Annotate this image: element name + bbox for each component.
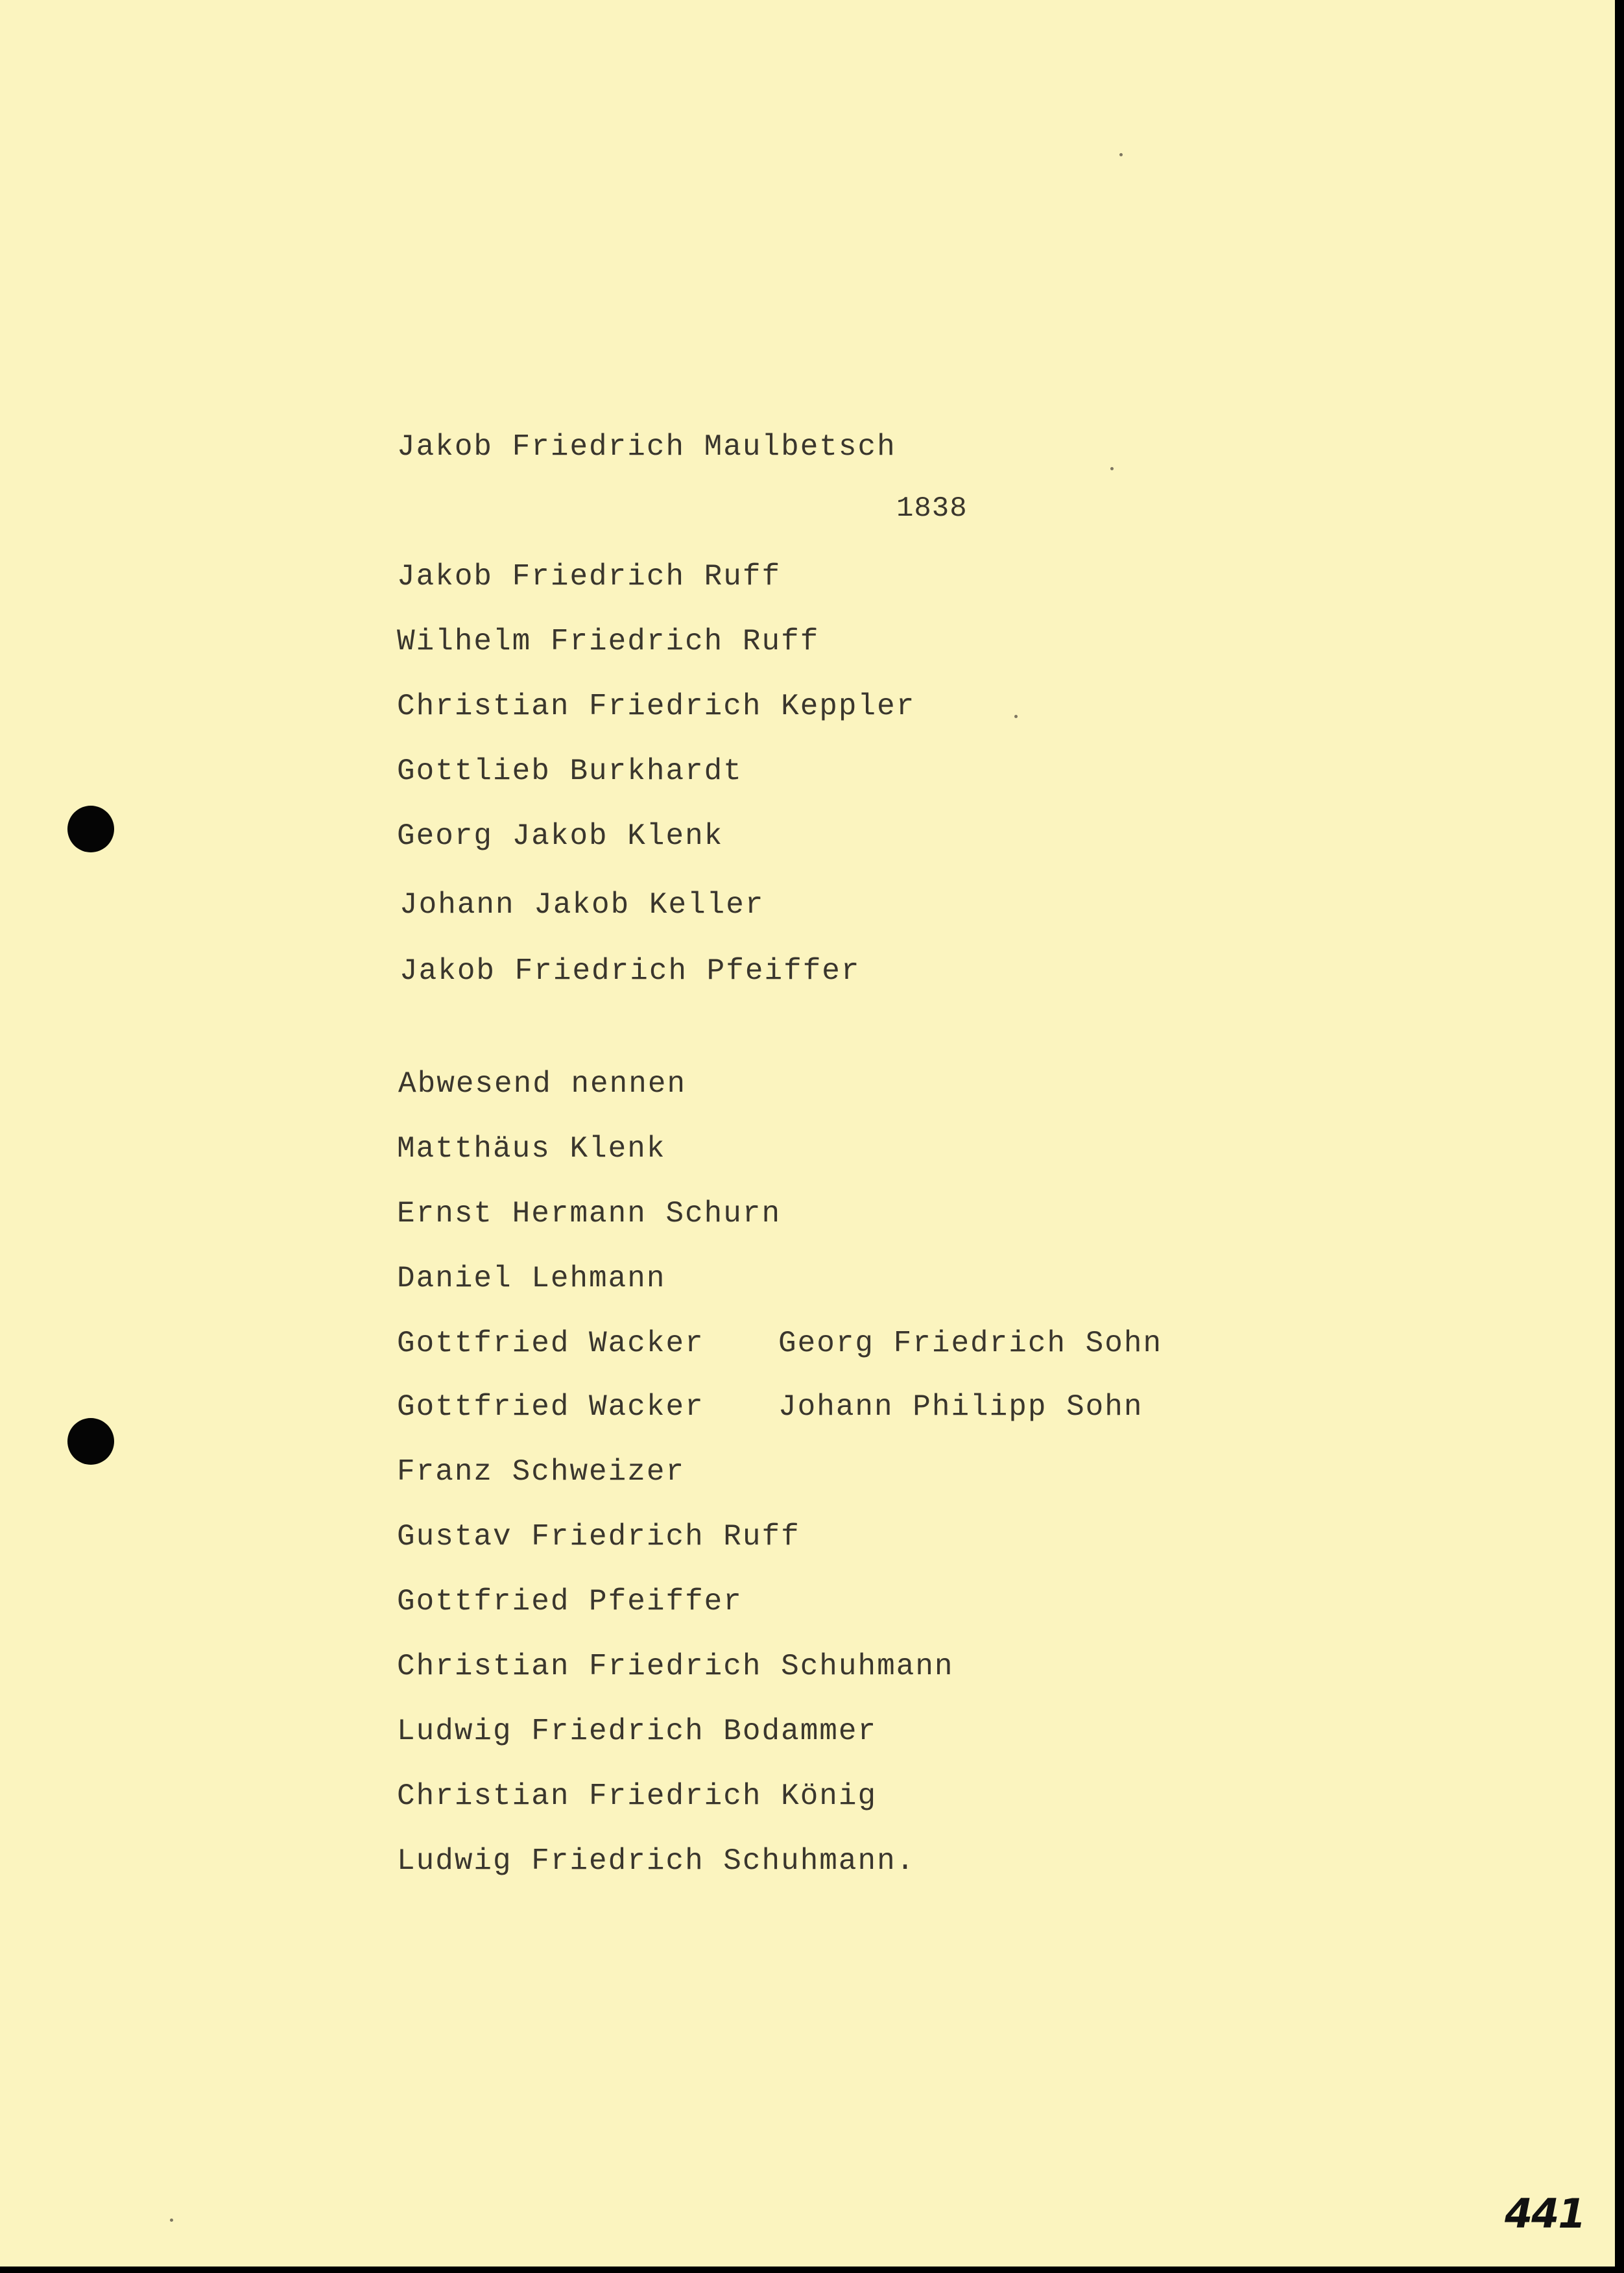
punch-hole	[67, 806, 114, 852]
present-name: Georg Jakob Klenk	[397, 819, 724, 853]
absent-name: Ernst Hermann Schurn	[397, 1197, 782, 1231]
son-note: Georg Friedrich Sohn	[778, 1327, 1163, 1360]
absent-heading: Abwesend nennen	[398, 1067, 687, 1101]
present-name: Johann Jakob Keller	[400, 888, 765, 922]
absent-name: Franz Schweizer	[397, 1455, 686, 1489]
absent-name: Daniel Lehmann	[397, 1262, 666, 1295]
absent-name: Gottfried Wacker	[397, 1390, 704, 1424]
absent-name: Ludwig Friedrich Schuhmann.	[397, 1844, 916, 1878]
present-name: Wilhelm Friedrich Ruff	[397, 625, 820, 658]
absent-name: Matthäus Klenk	[397, 1132, 666, 1166]
present-name: Jakob Friedrich Pfeiffer	[400, 954, 861, 988]
punch-hole	[67, 1418, 114, 1465]
absent-name: Gottfried Wacker	[397, 1327, 704, 1360]
absent-name: Christian Friedrich Schuhmann	[397, 1650, 954, 1683]
heading-name: Jakob Friedrich Maulbetsch	[397, 430, 896, 464]
absent-name: Christian Friedrich König	[397, 1779, 878, 1813]
year-label: 1838	[896, 492, 968, 525]
paper-speck	[170, 2219, 173, 2222]
paper-speck	[1014, 715, 1018, 718]
page-number: 441	[1505, 2190, 1585, 2237]
son-note: Johann Philipp Sohn	[778, 1390, 1143, 1424]
paper-speck	[1110, 467, 1114, 470]
absent-name: Gottfried Pfeiffer	[397, 1585, 743, 1618]
paper-speck	[1119, 153, 1123, 156]
absent-name: Ludwig Friedrich Bodammer	[397, 1714, 878, 1748]
present-name: Christian Friedrich Keppler	[397, 690, 916, 723]
present-name: Gottlieb Burkhardt	[397, 754, 743, 788]
absent-name: Gustav Friedrich Ruff	[397, 1520, 800, 1554]
present-name: Jakob Friedrich Ruff	[397, 560, 782, 594]
